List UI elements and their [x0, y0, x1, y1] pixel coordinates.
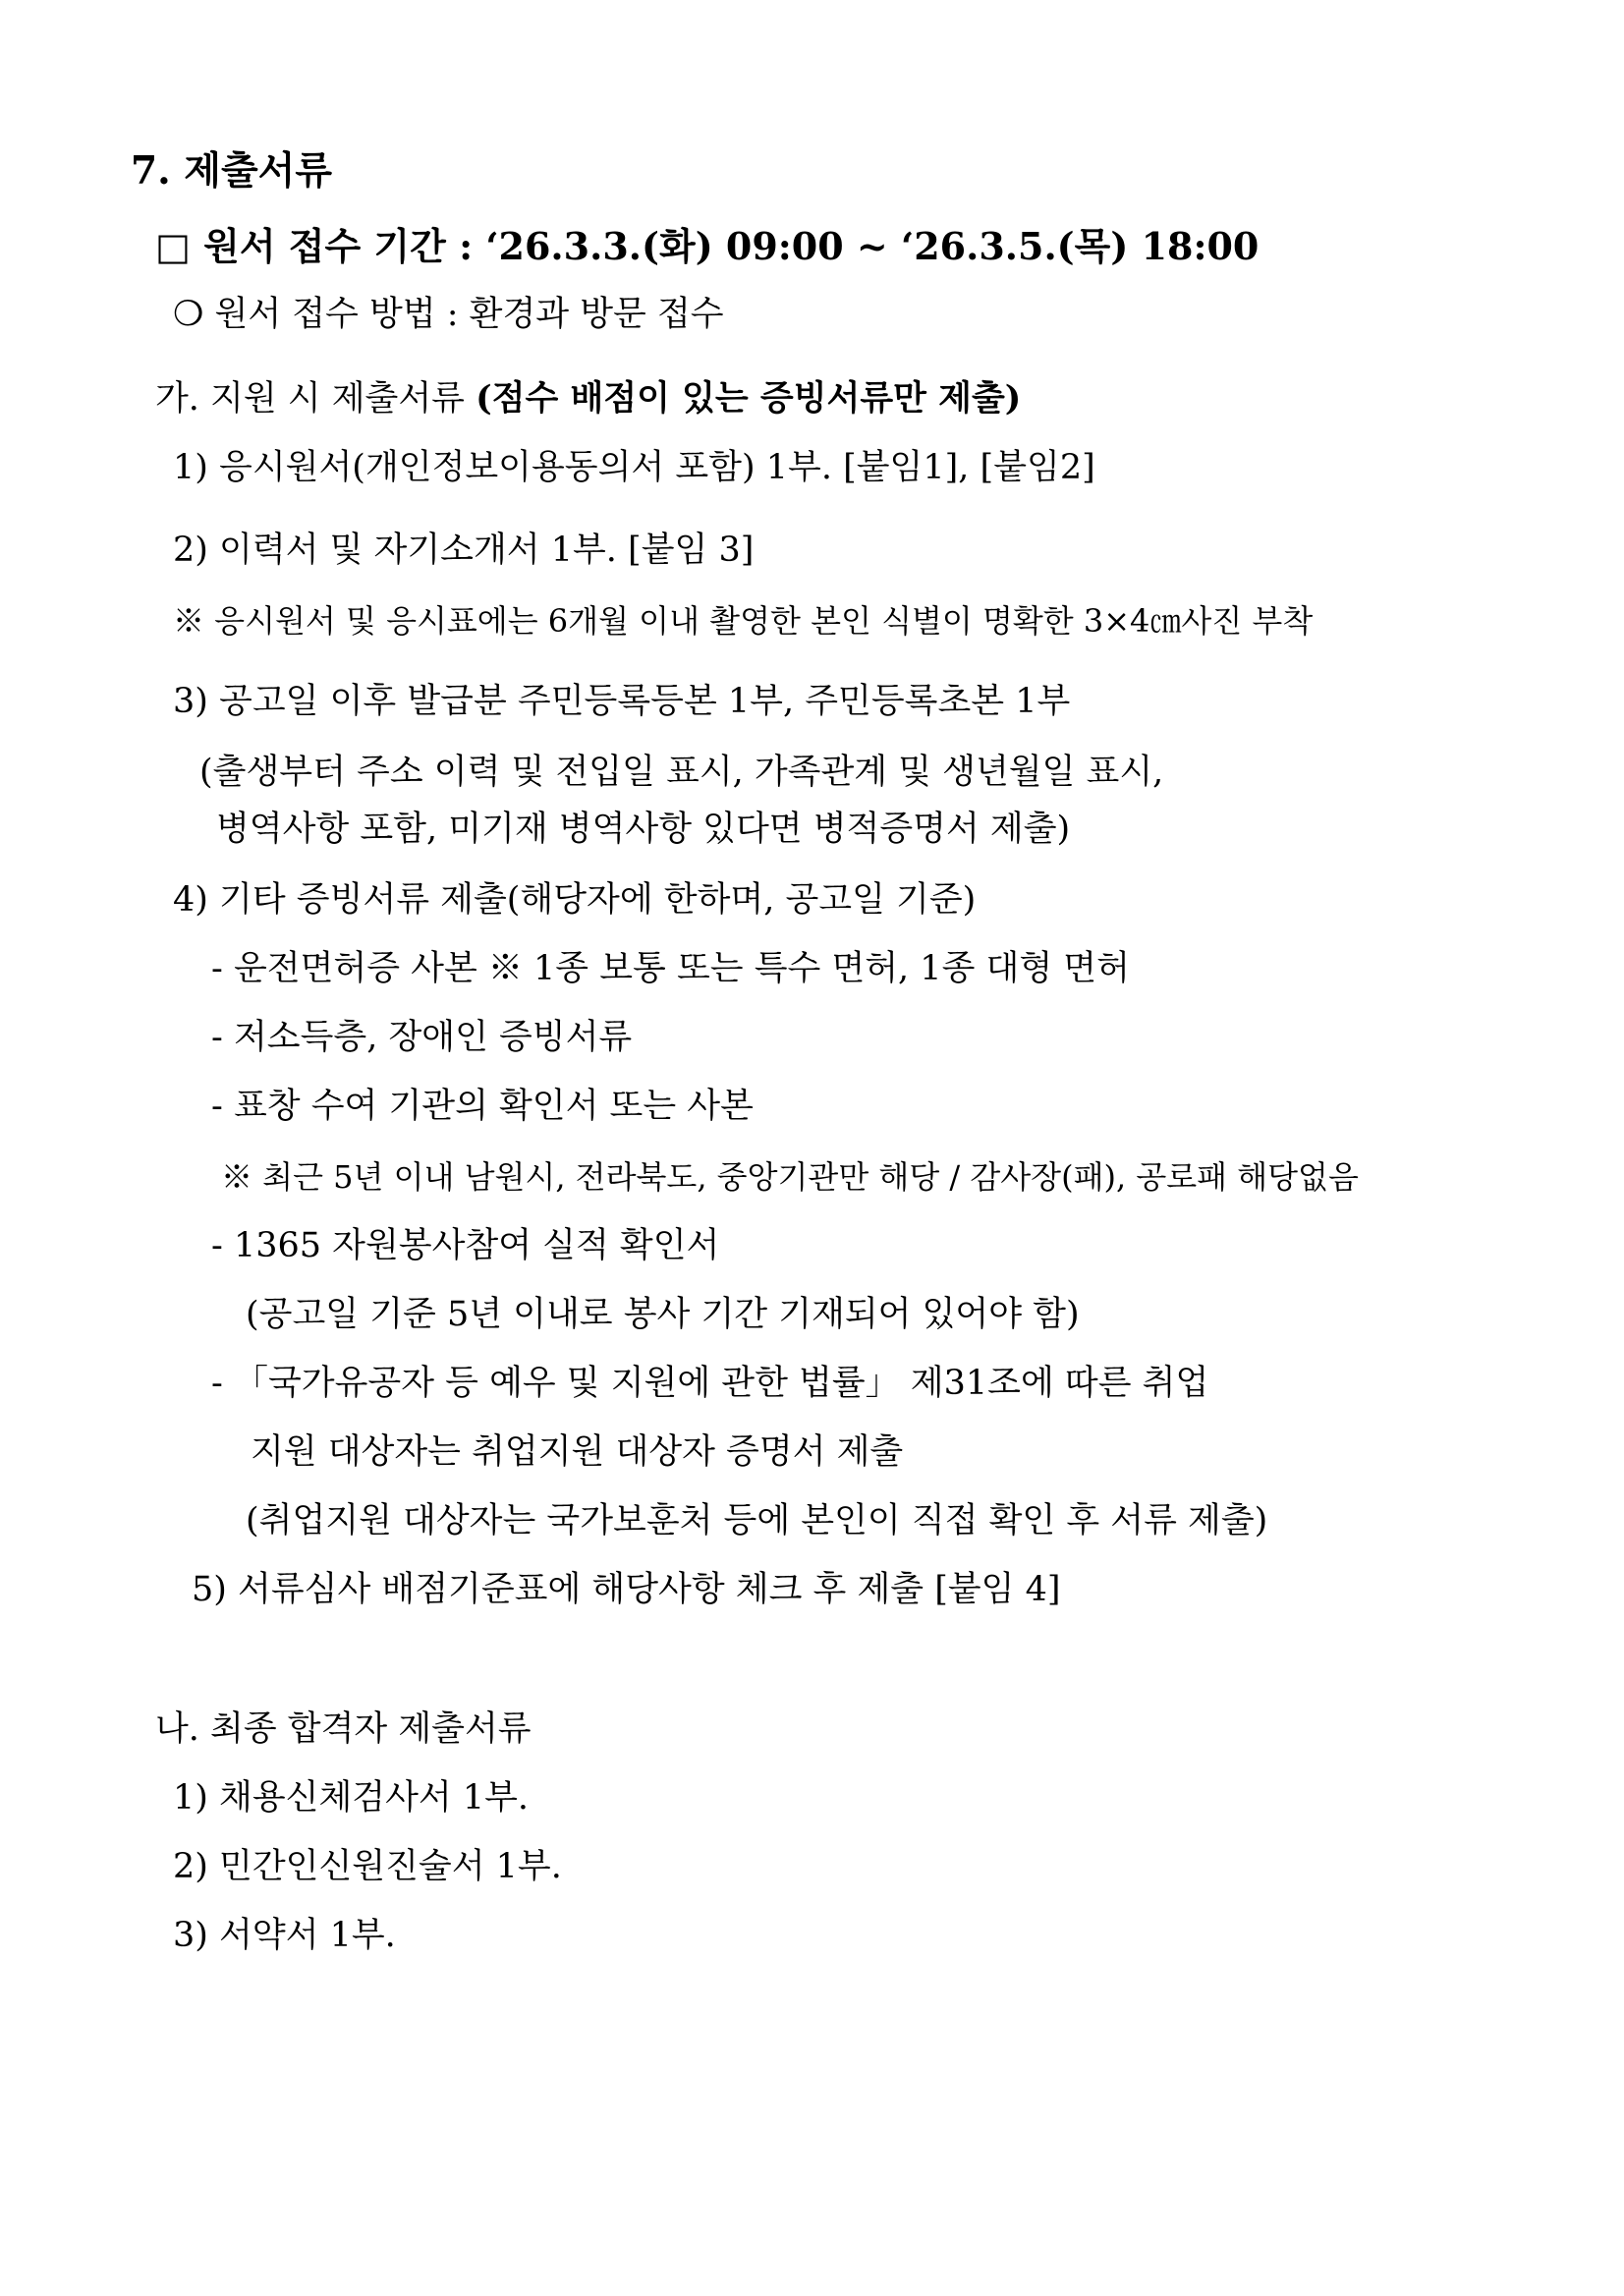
part-b-item-2: 2) 민간인신원진술서 1부. [173, 1847, 562, 1886]
part-a-item-5: 5) 서류심사 배점기준표에 해당사항 체크 후 제출 [붙임 4] [192, 1570, 1061, 1609]
part-a-item-3-detail-2: 병역사항 포함, 미기재 병역사항 있다면 병적증명서 제출) [216, 810, 1071, 849]
part-a-heading-emphasis: (점수 배점이 있는 증빙서류만 제출) [476, 378, 1022, 419]
part-b-item-3: 3) 서약서 1부. [173, 1916, 396, 1955]
part-b-heading: 나. 최종 합격자 제출서류 [155, 1709, 532, 1749]
part-a-item-3: 3) 공고일 이후 발급분 주민등록등본 1부, 주민등록초본 1부 [173, 682, 1071, 721]
award-certificate-item: - 표창 수여 기관의 확인서 또는 사본 [211, 1087, 754, 1126]
part-a-heading-prefix: 가. 지원 시 제출서류 [155, 379, 476, 419]
part-a-item-3-detail-1: (출생부터 주소 이력 및 전입일 표시, 가족관계 및 생년월일 표시, [199, 753, 1164, 792]
application-period: □ 원서 접수 기간 : ‘26.3.3.(화) 09:00 ~ ‘26.3.5.(목) 18:00 [155, 224, 1260, 268]
application-method: ❍ 원서 접수 방법 : 환경과 방문 접수 [173, 295, 724, 334]
award-note: ※ 최근 5년 이내 남원시, 전라북도, 중앙기관만 해당 / 감사장(패), 공로패 해당없음 [221, 1158, 1359, 1196]
volunteer-record-detail: (공고일 기준 5년 이내로 봉사 기간 기재되어 있어야 함) [246, 1295, 1080, 1334]
low-income-disabled-item: - 저소득층, 장애인 증빙서류 [211, 1018, 633, 1057]
veterans-law-detail: (취업지원 대상자는 국가보훈처 등에 본인이 직접 확인 후 서류 제출) [246, 1501, 1268, 1540]
veterans-law-item: - 「국가유공자 등 예우 및 지원에 관한 법률」 제31조에 따른 취업 [211, 1364, 1209, 1403]
photo-note: ※ 응시원서 및 응시표에는 6개월 이내 촬영한 본인 식별이 명확한 3×4㎝사진 부착 [173, 602, 1314, 640]
part-a-heading [155, 375, 1021, 422]
part-a-item-4: 4) 기타 증빙서류 제출(해당자에 한하며, 공고일 기준) [173, 880, 977, 920]
driver-license-item: - 운전면허증 사본 ※ 1종 보통 또는 특수 면허, 1종 대형 면허 [211, 949, 1130, 988]
part-a-item-1: 1) 응시원서(개인정보이용동의서 포함) 1부. [붙임1], [붙임2] [173, 448, 1095, 487]
part-b-item-1: 1) 채용신체검사서 1부. [173, 1778, 530, 1818]
section-title: 7. 제출서류 [131, 148, 332, 194]
veterans-law-item-cont: 지원 대상자는 취업지원 대상자 증명서 제출 [251, 1432, 904, 1472]
volunteer-record-item: - 1365 자원봉사참여 실적 확인서 [211, 1226, 720, 1265]
part-a-item-2: 2) 이력서 및 자기소개서 1부. [붙임 3] [173, 531, 755, 570]
